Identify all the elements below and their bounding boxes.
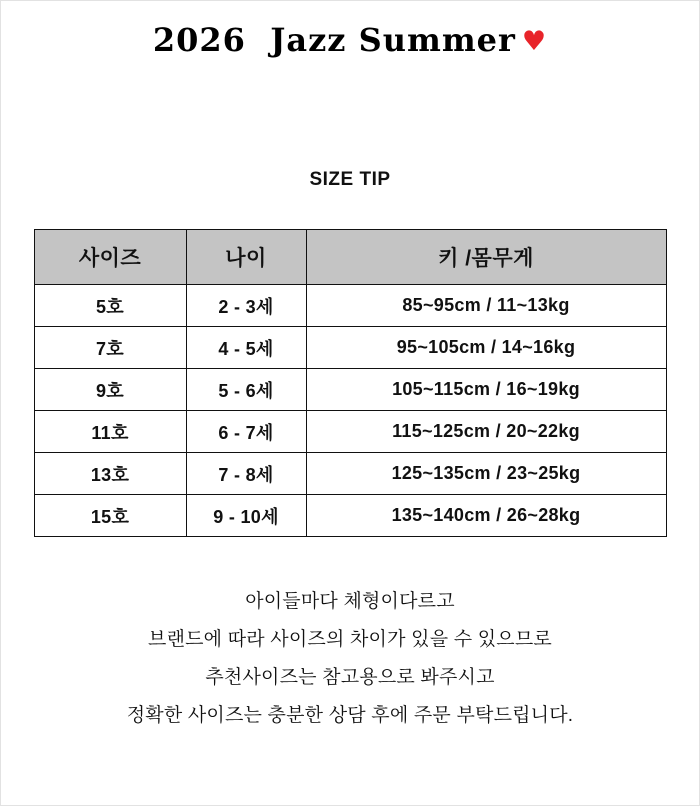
table-row: [34, 411, 666, 453]
column-header-height-weight: 키 /몸무게: [306, 230, 666, 285]
note-line: 아이들마다 체형이다르고: [245, 591, 455, 612]
cell-size: 5호: [34, 285, 186, 327]
cell-age: 5 - 6세: [186, 369, 306, 411]
cell-height-weight: 105~115cm / 16~19kg: [306, 369, 666, 411]
section-subtitle: SIZE TIP: [309, 169, 391, 190]
size-table: [34, 229, 667, 537]
heart-icon: ♥: [521, 26, 548, 57]
cell-age: 7 - 8세: [186, 453, 306, 495]
table-row: [34, 369, 666, 411]
cell-size: 15호: [34, 495, 186, 537]
cell-age: 6 - 7세: [186, 411, 306, 453]
cell-age: 2 - 3세: [186, 285, 306, 327]
cell-height-weight: 135~140cm / 26~28kg: [306, 495, 666, 537]
column-header-size: 사이즈: [34, 230, 186, 285]
table-header-row: [34, 230, 666, 285]
table-row: [34, 285, 666, 327]
cell-height-weight: 125~135cm / 23~25kg: [306, 453, 666, 495]
cell-size: 9호: [34, 369, 186, 411]
note-line: 추천사이즈는 참고용으로 봐주시고: [205, 667, 495, 688]
table-row: [34, 495, 666, 537]
cell-age: 9 - 10세: [186, 495, 306, 537]
cell-size: 11호: [34, 411, 186, 453]
cell-size: 13호: [34, 453, 186, 495]
table-row: [34, 453, 666, 495]
cell-height-weight: 115~125cm / 20~22kg: [306, 411, 666, 453]
page-title-text: 2026 Jazz Summer: [152, 21, 516, 59]
note-line: 브랜드에 따라 사이즈의 차이가 있을 수 있으므로: [148, 629, 552, 650]
cell-height-weight: 85~95cm / 11~13kg: [306, 285, 666, 327]
column-header-age: 나이: [186, 230, 306, 285]
note-line: 정확한 사이즈는 충분한 상담 후에 주문 부탁드립니다.: [126, 705, 574, 726]
cell-height-weight: 95~105cm / 14~16kg: [306, 327, 666, 369]
cell-size: 7호: [34, 327, 186, 369]
page-title: [1, 21, 699, 59]
table-row: [34, 327, 666, 369]
notes-block: [1, 583, 699, 735]
cell-age: 4 - 5세: [186, 327, 306, 369]
